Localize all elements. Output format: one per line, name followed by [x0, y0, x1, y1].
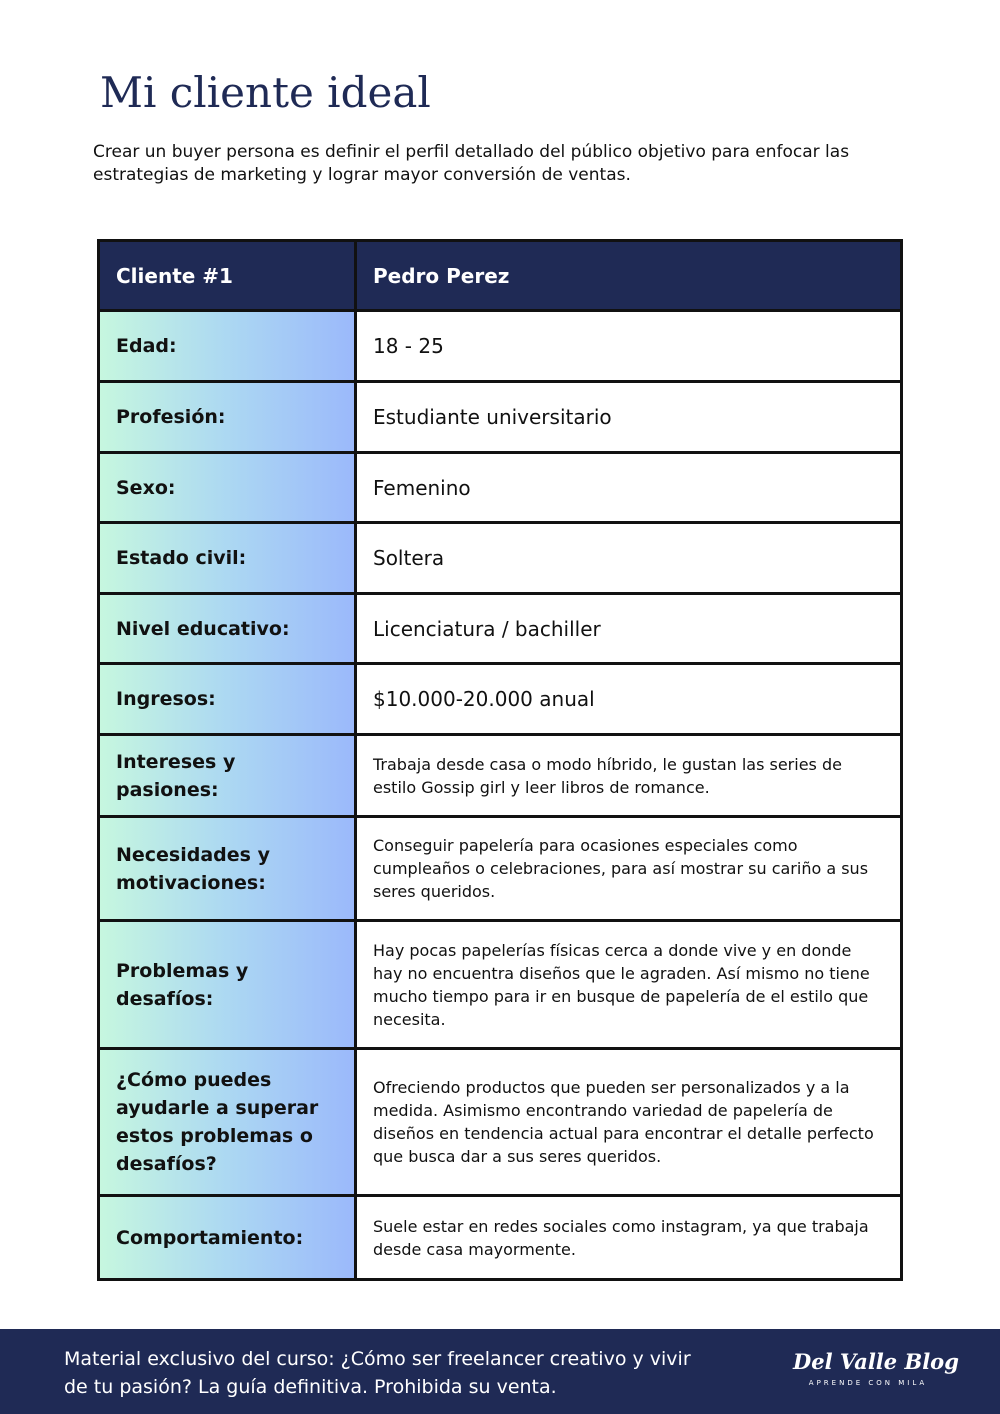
row-label: Intereses y pasiones:: [100, 736, 357, 815]
footer-banner: [0, 1329, 1000, 1414]
row-label: ¿Cómo puedes ayudarle a superar estos problemas o desafíos?: [100, 1050, 357, 1194]
row-label: Nivel educativo:: [100, 595, 357, 662]
row-value: Trabaja desde casa o modo híbrido, le gustan las series de estilo Gossip girl y leer libros de romance.: [373, 754, 842, 797]
table-row-sexo: [100, 454, 900, 524]
row-label: Necesidades y motivaciones:: [100, 818, 357, 919]
table-row-comportamiento: [100, 1197, 900, 1278]
row-value: Suele estar en redes sociales como instagram, ya que trabaja desde casa mayormente.: [373, 1216, 869, 1259]
row-label: Profesión:: [100, 383, 357, 451]
table-row-nivel-educativo: [100, 595, 900, 665]
intro-paragraph: Crear un buyer persona es definir el perfil detallado del público objetivo para enfocar las estrategias de marketing y lograr mayor conversión de ventas.: [93, 142, 850, 185]
row-label: Problemas y desafíos:: [100, 922, 357, 1047]
table-row-estado-civil: [100, 524, 900, 595]
row-label: Comportamiento:: [100, 1197, 357, 1278]
row-value: Licenciatura / bachiller: [373, 616, 601, 641]
row-label: Edad:: [100, 312, 357, 380]
row-label: Sexo:: [100, 454, 357, 521]
row-value: Ofreciendo productos que pueden ser personalizados y a la medida. Asimismo encontrando variedad de papelería de diseños en tendencia actual para encontrar el detalle perfecto que busca dar a sus seres queridos.: [373, 1078, 874, 1166]
header-value: Pedro Perez: [357, 242, 900, 309]
buyer-persona-table: [97, 239, 903, 1281]
row-value: Soltera: [373, 546, 445, 570]
del-valle-blog-logo: [793, 1349, 959, 1395]
row-value: Conseguir papelería para ocasiones especiales como cumpleaños o celebraciones, para así mostrar su cariño a sus seres queridos.: [373, 836, 869, 901]
logo-tagline: APRENDE CON MILA: [808, 1379, 928, 1387]
row-value: Hay pocas papelerías físicas cerca a donde vive y en donde hay no encuentra diseños que le agraden. Así mismo no tiene mucho tiempo para ir en busque de papelería de el estilo que necesita.: [373, 940, 870, 1029]
logo-wordmark: Del Valle Blog: [793, 1349, 959, 1374]
table-row-necesidades: [100, 818, 900, 922]
table-row-profesion: [100, 383, 900, 454]
row-value: Femenino: [373, 475, 471, 500]
row-label: Ingresos:: [100, 665, 357, 733]
page-title: Mi cliente ideal: [100, 68, 431, 117]
footer-text: Material exclusivo del curso: ¿Cómo ser freelancer creativo y vivir de tu pasión? La guía definitiva. Prohibida su venta.: [64, 1348, 691, 1398]
table-row-intereses: [100, 736, 900, 818]
table-row-como-ayudar: [100, 1050, 900, 1197]
row-value: $10.000-20.000 anual: [373, 687, 595, 711]
row-value: 18 - 25: [373, 334, 444, 358]
table-row-edad: [100, 312, 900, 383]
row-label: Estado civil:: [100, 524, 357, 592]
header-label: Cliente #1: [100, 242, 357, 309]
table-header-row: [100, 242, 900, 312]
row-value: Estudiante universitario: [373, 405, 612, 429]
table-row-ingresos: [100, 665, 900, 736]
table-row-problemas: [100, 922, 900, 1050]
